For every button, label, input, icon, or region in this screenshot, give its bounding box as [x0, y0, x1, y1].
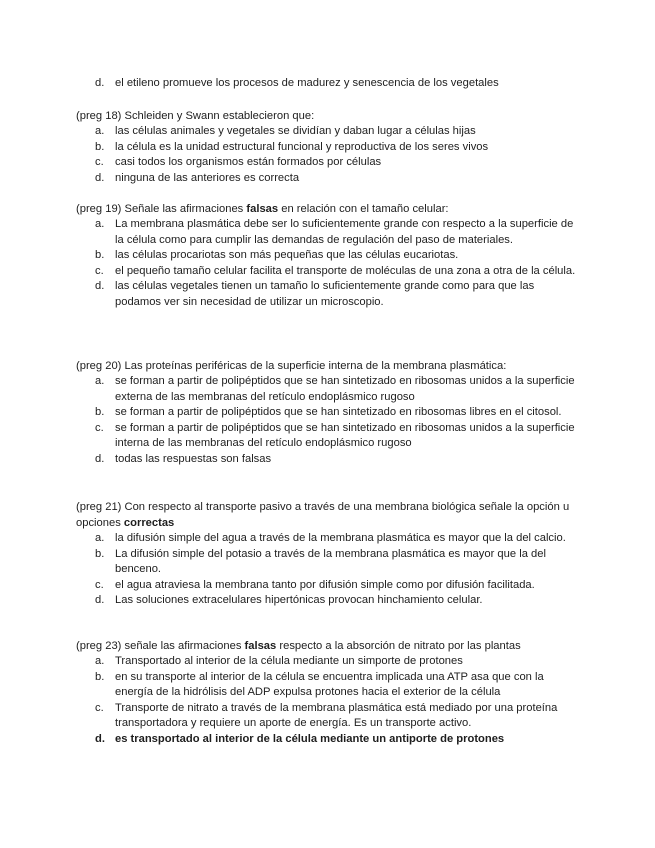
option-text: las células vegetales tienen un tamaño lo suficientemente grande como para que las podamos ver sin necesidad de utilizar un microscopio. [115, 280, 535, 308]
option-d [76, 279, 576, 310]
stem-text: respecto a la absorción de nitrato por las plantas [276, 640, 521, 652]
question-20 [76, 358, 576, 468]
question-18 [76, 108, 576, 186]
question-stem [76, 638, 576, 654]
stem-emphasis: falsas [244, 640, 277, 652]
option-letter: a. [95, 655, 105, 667]
stem-text: (preg 18) Schleiden y Swann establecieron que: [76, 110, 315, 122]
question-19 [76, 201, 576, 311]
option-letter: a. [95, 218, 105, 230]
option-a [76, 124, 576, 140]
stem-text: (preg 21) Con respecto al transporte pasivo a través de una membrana biológica señale la opción u opciones [76, 501, 570, 529]
option-text: todas las respuestas son falsas [115, 452, 272, 465]
stem-text: (preg 23) señale las afirmaciones [76, 640, 245, 652]
option-text: La membrana plasmática debe ser lo suficientemente grande con respecto a la superficie de la célula como para cumplir las demandas de regulación del paso de materiales. [115, 218, 574, 246]
option-d-highlighted [76, 732, 576, 748]
option-b [76, 670, 576, 701]
option-text: Las soluciones extracelulares hipertónicas provocan hinchamiento celular. [115, 594, 483, 607]
option-a [76, 654, 576, 670]
option-list [76, 374, 576, 468]
option-text: ninguna de las anteriores es correcta [115, 171, 300, 184]
option-text: el pequeño tamaño celular facilita el transporte de moléculas de una zona a otra de la célula. [115, 264, 576, 277]
option-letter: c. [95, 701, 104, 714]
option-a [76, 217, 576, 248]
option-text: se forman a partir de polipéptidos que se han sintetizado en ribosomas libres en el citosol. [115, 406, 562, 419]
option-c [76, 578, 576, 594]
option-b [76, 140, 576, 156]
option-a [76, 531, 576, 547]
option-letter: d. [95, 732, 105, 745]
question-stem [76, 358, 576, 374]
option-d [76, 76, 576, 92]
option-text: las células procariotas son más pequeñas que las células eucariotas. [115, 249, 459, 262]
option-b [76, 547, 576, 578]
stem-text: (preg 19) Señale las afirmaciones [76, 203, 247, 215]
option-text: la célula es la unidad estructural funcional y reproductiva de los seres vivos [115, 140, 489, 153]
option-text: se forman a partir de polipéptidos que se han sintetizado en ribosomas unidos a la superficie interna de las membranas del retículo endoplásmico rugoso [115, 421, 575, 450]
option-text: La difusión simple del potasio a través de la membrana plasmática es mayor que la del benceno. [115, 547, 546, 576]
option-text: es transportado al interior de la célula mediante un antiporte de protones [115, 732, 505, 745]
option-letter: d. [95, 171, 105, 184]
option-text: la difusión simple del agua a través de la membrana plasmática es mayor que la del calcio. [115, 532, 566, 544]
question-21 [76, 499, 576, 609]
option-letter: b. [95, 249, 105, 262]
option-list [76, 531, 576, 609]
question-17-tail [76, 76, 576, 92]
question-23 [76, 638, 576, 748]
option-c [76, 264, 576, 280]
question-stem [76, 108, 576, 124]
stem-text: (preg 20) Las proteínas periféricas de la superficie interna de la membrana plasmática: [76, 360, 507, 372]
option-letter: c. [95, 264, 104, 277]
option-d [76, 171, 576, 187]
option-letter: b. [95, 140, 105, 153]
option-a [76, 374, 576, 405]
option-letter: c. [95, 421, 104, 434]
option-text: el agua atraviesa la membrana tanto por difusión simple como por difusión facilitada. [115, 578, 535, 591]
option-letter: d. [95, 77, 105, 89]
option-b [76, 248, 576, 264]
question-stem [76, 499, 576, 531]
stem-text: en relación con el tamaño celular: [278, 203, 449, 215]
option-letter: a. [95, 125, 105, 137]
option-list [76, 217, 576, 311]
stem-emphasis: falsas [246, 203, 279, 215]
option-text: las células animales y vegetales se dividían y daban lugar a células hijas [115, 125, 476, 137]
option-text: se forman a partir de polipéptidos que se han sintetizado en ribosomas unidos a la superficie externa de las membranas del retículo endoplásmico rugoso [115, 375, 575, 403]
option-b [76, 405, 576, 421]
option-letter: b. [95, 547, 105, 560]
option-letter: b. [95, 670, 105, 683]
option-c [76, 155, 576, 171]
option-letter: d. [95, 280, 105, 293]
option-list [76, 124, 576, 186]
option-letter: b. [95, 406, 105, 419]
option-letter: d. [95, 594, 105, 607]
option-text: Transporte de nitrato a través de la membrana plasmática está mediado por una proteína transportadora y requiere un aporte de energía. Es un transporte activo. [115, 701, 558, 730]
question-stem [76, 201, 576, 217]
option-text: Transportado al interior de la célula mediante un simporte de protones [115, 655, 463, 667]
option-text: el etileno promueve los procesos de madurez y senescencia de los vegetales [115, 77, 499, 89]
option-d [76, 593, 576, 609]
option-list [76, 654, 576, 748]
option-text: casi todos los organismos están formados por células [115, 156, 382, 169]
option-text: en su transporte al interior de la célula se encuentra implicada una ATP asa que con la energía de la hidrólisis del ADP expulsa protones hacia el exterior de la célula [115, 670, 544, 699]
option-c [76, 701, 576, 732]
stem-emphasis: correctas [123, 517, 175, 529]
option-letter: d. [95, 452, 105, 465]
option-letter: c. [95, 156, 104, 169]
option-letter: a. [95, 532, 105, 544]
option-letter: a. [95, 375, 105, 387]
option-d [76, 452, 576, 468]
option-c [76, 421, 576, 452]
option-letter: c. [95, 578, 104, 591]
